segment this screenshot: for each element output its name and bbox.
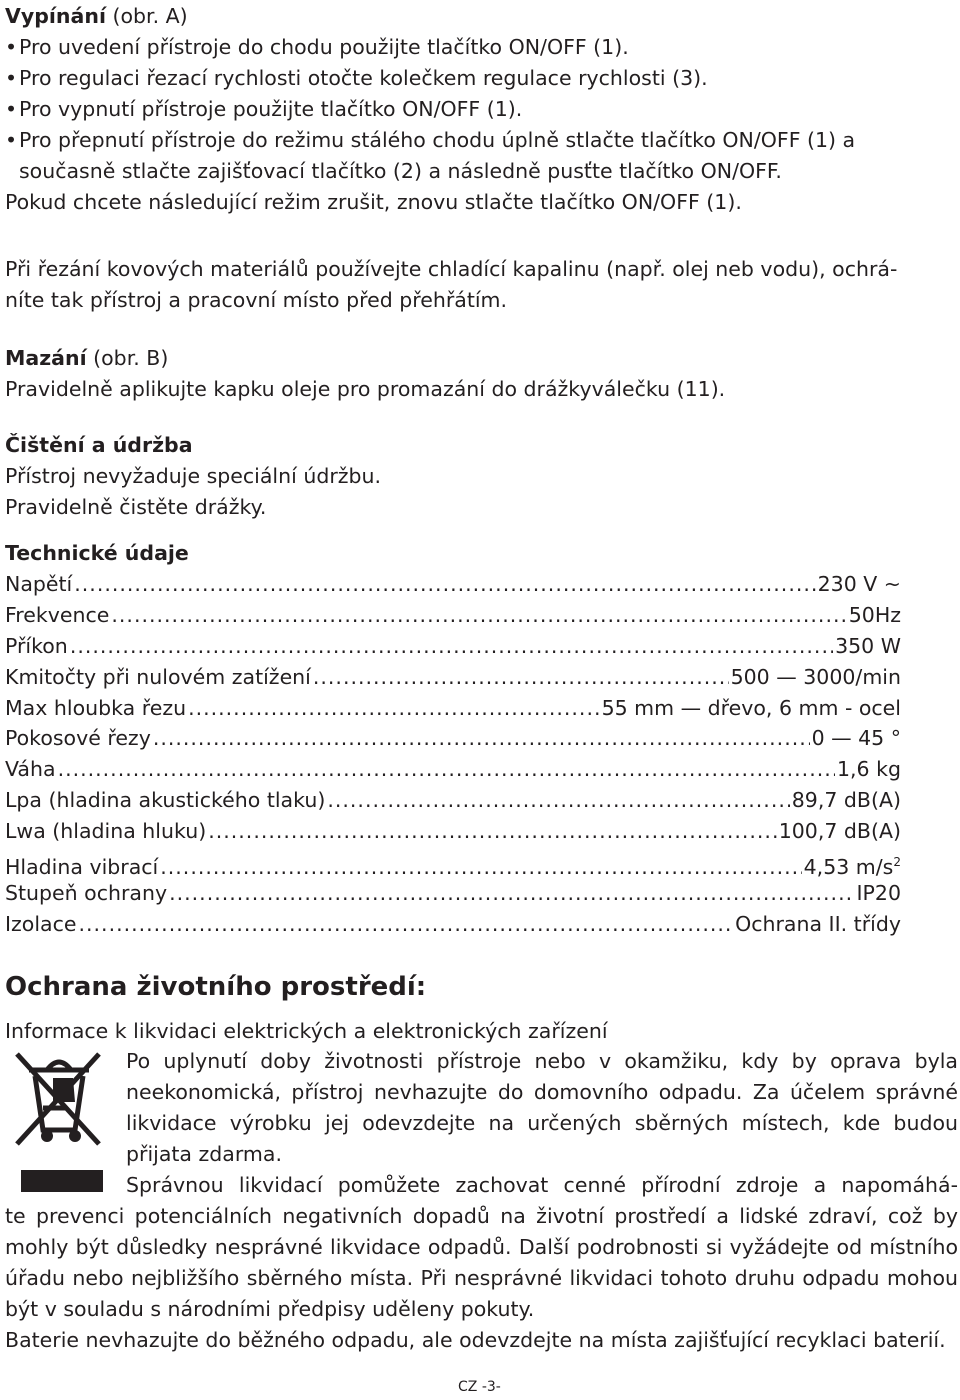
cooling-paragraph: Při řezání kovových materiálů používejte chladící kapalinu (např. olej neb vodu), ochrá- níte tak přístroj a pracovní místo před přehřátím. — [5, 257, 898, 312]
switching-note: Pokud chcete následující režim zrušit, znovu stlačte tlačítko ON/OFF (1). — [5, 190, 742, 214]
environment-paragraph-1: Po uplynutí doby životnosti přístroje nebo v okamžiku, kdy by oprava byla neekonomická, přístroj nevhazujte do domovního odpadu. Za účelem správné likvidace výrobku jej odevzdejte na určených sběrných místech, kde budou přijata zdarma. — [126, 1049, 958, 1166]
section-specs — [5, 538, 955, 940]
spec-row: Napětí ..... 230 V ~ — [5, 569, 901, 600]
spec-row: Váha ..... 1,6 kg — [5, 754, 901, 785]
spec-row: Pokosové řezy ..... 0 — 45 ° — [5, 723, 901, 754]
spec-row: Max hloubka řezu ..... 55 mm — dřevo, 6 mm - ocel — [5, 693, 901, 724]
maintenance-line: Přístroj nevyžaduje speciální údržbu. — [5, 464, 382, 488]
lubrication-text: Pravidelně aplikujte kapku oleje pro promazání do drážkyválečku (11). — [5, 377, 726, 401]
crossed-out-wheelie-bin-icon — [13, 1048, 103, 1148]
spec-table — [5, 569, 955, 940]
section-maintenance — [5, 430, 955, 523]
spec-row: Hladina vibrací ..... 4,53 $m/s^2$ — [5, 847, 901, 878]
section-heading-maintenance: Čištění a údržba — [5, 433, 193, 457]
page-number: CZ -3- — [458, 1379, 501, 1395]
bin-underline-bar — [21, 1170, 103, 1192]
spec-row: Frekvence ..... 50Hz — [5, 600, 901, 631]
battery-note: Baterie nevhazujte do běžného odpadu, ale odevzdejte na místa zajišťující recyklaci baterií. — [5, 1328, 946, 1352]
section-heading-switching: Vypínání — [5, 4, 106, 28]
bullet-item: • Pro regulaci řezací rychlosti otočte kolečkem regulace rychlosti (3). — [5, 63, 955, 94]
section-lubrication — [5, 343, 955, 405]
bullet-icon: • — [5, 97, 18, 121]
spec-row: Příkon ..... 350 W — [5, 631, 901, 662]
bullet-icon: • — [5, 66, 18, 90]
spec-row: Kmitočty při nulovém zatížení ..... 500 — 3000/min — [5, 662, 901, 693]
bullet-item: • Pro přepnutí přístroje do režimu stálého chodu úplně stlačte tlačítko ON/OFF (1) a současně stlačte zajišťovací tlačítko (2) a následně pusťte tlačítko ON/OFF. — [5, 125, 914, 187]
environment-subheading: Informace k likvidaci elektrických a elektronických zařízení — [5, 1019, 608, 1043]
section-switching — [5, 1, 955, 218]
bullet-icon: • — [5, 128, 18, 152]
section-heading-lubrication: Mazání — [5, 346, 87, 370]
bullet-item: • Pro uvedení přístroje do chodu použijte tlačítko ON/OFF (1). — [5, 32, 955, 63]
spec-row: Lwa (hladina hluku) ..... 100,7 dB(A) — [5, 816, 901, 847]
spec-row: Stupeň ochrany ..... IP20 — [5, 878, 901, 909]
bullet-item: • Pro vypnutí přístroje použijte tlačítko ON/OFF (1). — [5, 94, 955, 125]
environment-paragraph-2: te prevenci potenciálních negativních dopadů na životní prostředí a lidské zdraví, což by mohly být důsledky nesprávné likvidace odpadů. Další podrobnosti si vyžádejte od místního úřadu nebo nejbližšího sběrného místa. Při nesprávné likvidaci tohoto druhu odpadu mohou být v souladu s národními předpisy uděleny pokuty. — [5, 1204, 958, 1321]
figure-ref-b: (obr. B) — [86, 346, 169, 370]
maintenance-line: Pravidelně čistěte drážky. — [5, 495, 267, 519]
figure-ref-a: (obr. A) — [105, 4, 188, 28]
spec-row: Lpa (hladina akustického tlaku) ..... 89,7 dB(A) — [5, 785, 901, 816]
spec-row: Izolace ..... Ochrana II. třídy — [5, 909, 901, 940]
section-heading-specs: Technické údaje — [5, 541, 189, 565]
section-heading-environment: Ochrana životního prostředí: — [5, 972, 427, 1002]
bullet-icon: • — [5, 35, 18, 59]
environment-paragraph-2-first-line: Správnou likvidací pomůžete zachovat cenné přírodní zdroje a napomáhá- — [126, 1173, 958, 1197]
